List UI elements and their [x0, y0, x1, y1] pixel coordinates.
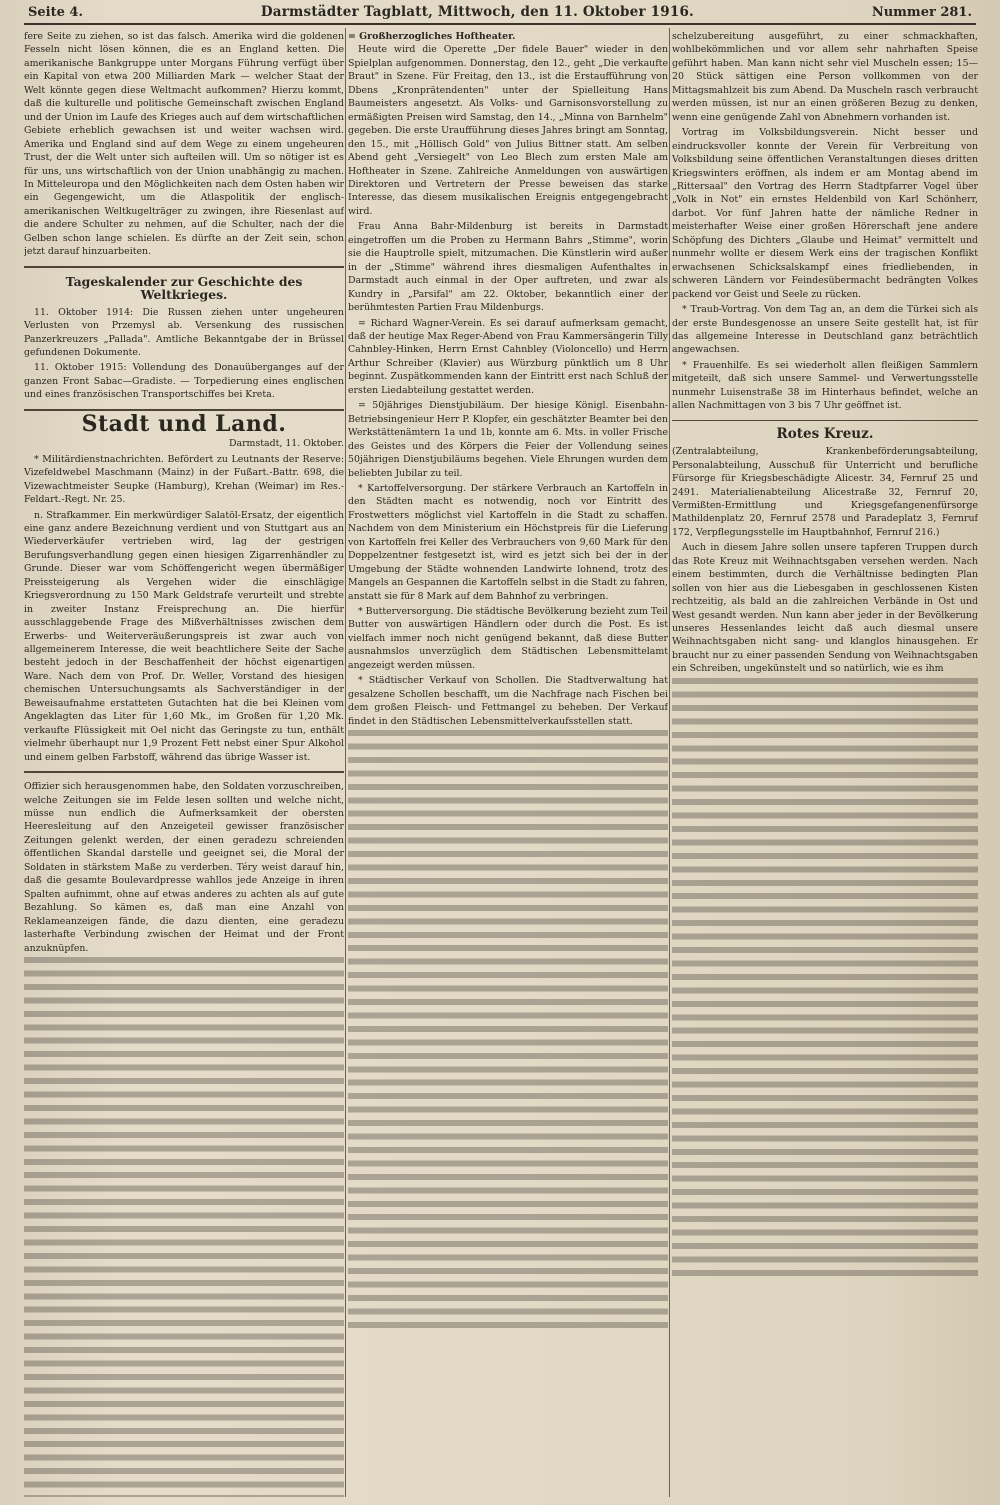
- page-header: [28, 4, 972, 22]
- theater-notice: Heute wird die Operette „Der fidele Bauer" wieder in den Spielplan aufgenommen. Donnerstag, den 12., geht „Die verkaufte Braut" in Szene. Für Freitag, den 13., ist die Erstaufführung von Dbens „Kronprätendenten" unter der Spielleitung Hans Baumeisters angesetzt. Als Volks- und Garnisonsvorstellung zu ermäßigten Preisen wird Samstag, den 14., „Minna von Barnhelm" gegeben. Die erste Uraufführung dieses Jahres bringt am Sonntag, den 15., mit „Höllisch Gold" von Julius Bittner statt. Am selben Abend geht „Versiegelt" von Leo Blech zum ersten Male am Hoftheater in Szene. Zahlreiche Anmeldungen von auswärtigen Direktoren und Vertretern der Presse beweisen das starke Interesse, das diesem musikalischen Ereignis entgegengebracht wird.: [348, 44, 668, 217]
- womens-aid-notice: * Frauenhilfe. Es sei wiederholt allen fleißigen Sammlern mitgeteilt, daß sich unsere Sammel- und Verwertungsstelle nunmehr Luisenstraße 38 im Hinterhaus befindet, welche an allen Nachmittagen von 3 bis 7 Uhr geöffnet ist.: [672, 359, 978, 412]
- red-cross-appeal: Auch in diesem Jahre sollen unsere tapferen Truppen durch das Rote Kreuz mit Weihnachtsgaben versehen werden. Nach einem bestimmten, durch die Verhältnisse bedingten Plan sollen von hier aus die Liebesgaben in geschlossenen Kisten rechtzeitig, als bald an die zahlreichen Verbände in Ost und West gesandt werden. Nun kann aber jeder in der Bevölkerung unseres Hessenlandes leicht daß auch diesmal unsere Weihnachtsgaben nicht sang- und klanglos hinausgehen. Er braucht nur zu einer passenden Sendung von Weihnachtsgaben ein Schreiben, ungekünstelt und so natürlich, wie es ihm: [672, 542, 978, 675]
- calendar-entry-1914: 11. Oktober 1914: Die Russen ziehen unter ungeheuren Verlusten von Przemysl ab. Versenkung des russischen Panzerkreuzers „Pallada". Amtliche Bekanntgabe der in Brüssel gefundenen Dokumente.: [24, 306, 344, 358]
- text-lines: [672, 678, 978, 1278]
- masthead: Darmstädter Tagblatt, Mittwoch, den 11. Oktober 1916.: [260, 4, 694, 20]
- bahr-mildenburg-notice: Frau Anna Bahr-Mildenburg ist bereits in Darmstadt eingetroffen um die Proben zu Hermann Bahrs „Stimme", worin sie die Hauptrolle spielt, mitzumachen. Die Künstlerin wird außer in der „Stimme" während ihres diesmaligen Aufenthaltes in Darmstadt auch einmal in der Oper auftreten, und zwar als Kundry in „Parsifal" am 22. Oktober, bekanntlich einer der berühmtesten Partien Frau Mildenburgs.: [348, 221, 668, 314]
- calendar-entry-1915: 11. Oktober 1915: Vollendung des Donauüberganges auf der ganzen Front Sabac—Gradiste. — Torpedierung eines englischen und eines französischen Transportschiffes bei Kreta.: [24, 362, 344, 401]
- service-jubilee-notice: = 50jähriges Dienstjubiläum. Der hiesige Königl. Eisenbahn-Betriebsingenieur Herr P. Klopfer, ein geschätzter Beamter bei den Werkstättenämtern 1a und 1b, konnte am 6. Mts. in voller Frische des Geistes und des Körpers die Feier der Vollendung seines 50jährigen Dienstjubiläums begehen. Viele Ehrungen wurden dem beliebten Jubilar zu teil.: [348, 400, 668, 479]
- column-2: [348, 30, 668, 1497]
- red-cross-departments: (Zentralabteilung, Krankenbeförderungsabteilung, Personalabteilung, Ausschuß für Unterricht und berufliche Fürsorge für Kriegsbeschädigte Alicestr. 34, Fernruf 25 und 2491. Materialienabteilung Alicestraße 32, Fernruf 20, Vermißten-Ermittlung und Kriegsgefangenenfürsorge Mathildenplatz 20, Fernruf 2578 und Paradeplatz 3, Fernruf 172, Verpflegungsstelle im Hauptbahnhof, Fernruf 216.): [672, 446, 978, 538]
- calendar-heading: Tageskalender zur Geschichte des Weltkrieges.: [65, 273, 303, 303]
- article-continuation: fere Seite zu ziehen, so ist das falsch. Amerika wird die goldenen Fesseln nicht lösen können, die es an England ketten. Die amerikanische Bankgruppe unter Morgans Führung verfügt über ein Kapital von etwa 200 Milliarden Mark — welcher Staat der Welt könnte gegen diese Weltmacht aufkommen? Hierzu kommt, daß die kulturelle und politische Gemeinschaft zwischen England und der Union im Laufe des Krieges auch auf dem wirtschaftlichen Gebiete erheblich gewachsen ist und weiter wachsen wird. Amerika und England sind auf dem Wege zu einem ungeheuren Trust, der die Welt unter sich aufteilen will. Um so nötiger ist es für uns, uns wirtschaftlich von der Union unabhängig zu machen. In Mitteleuropa und den Möglichkeiten nach dem Osten haben wir ein Gegengewicht, um die Atlaspolitik der englisch-amerikanischen Weltkugelträger zu zwingen, ihre Riesenlast auf die andere Schulter zu nehmen, auf die Schulter, nach der die Gelben schon lange schielen. Es dürfte an der Zeit sein, schon jetzt darauf hinzuarbeiten.: [24, 31, 344, 258]
- column-rule-2: [669, 28, 670, 1497]
- section-rule: [24, 771, 344, 773]
- page-number: Seite 4.: [28, 5, 83, 20]
- plaice-sale-notice: * Städtischer Verkauf von Schollen. Die Stadtverwaltung hat gesalzene Schollen beschafft, um die Nachfrage nach Fischen bei dem großen Fleisch- und Fettmangel zu beheben. Der Verkauf findet in den Städtischen Lebensmittelverkaufsstellen statt.: [348, 675, 668, 727]
- lecture-report: Vortrag im Volksbildungsverein. Nicht besser und eindrucksvoller konnte der Verein für Verbreitung von Volksbildung seine öffentlichen Veranstaltungen dieses dritten Kriegswinters eröffnen, als indem er am Montag abend im „Rittersaal" den Vortrag des Herrn Stadtpfarrer Vogel über „Volk in Not" ein ernstes Heldenbild von Karl Schönherr, darbot. Vor fünf Jahren hatte der nämliche Redner in meisterhafter Weise einer großen Hörerschaft jene andere Schöpfung des Dichters „Glaube und Heimat" vermittelt und nunmehr wollte er diesem Werk eins der tragischen Konflikt erwachsenen Schicksalskampf eines friedliebenden, in schweren Ländern vor Feindesübermacht bedrängten Volkes packend vor Geist und Seele zu rücken.: [672, 127, 978, 300]
- city-and-country-heading: Stadt und Land.: [81, 410, 287, 437]
- column-1: [24, 30, 344, 1497]
- military-news: * Militärdienstnachrichten. Befördert zu Leutnants der Reserve: Vizefeldwebel Maschmann (Mainz) in der Fußart.-Battr. 698, die Vizewachtmeister Seupke (Hamburg), Krehan (Weimar) im Res.-Feldart.-Regt. Nr. 25.: [24, 453, 344, 506]
- wagner-society-notice: = Richard Wagner-Verein. Es sei darauf aufmerksam gemacht, daß der heutige Max Reger-Abend von Frau Kammersängerin Tilly Cahnbley-Hinken, Herrn Ernst Cahnbley (Violoncello) und Herrn Arthur Schreiber (Klavier) aus Würzburg pünktlich um 8 Uhr beginnt. Zuspätkommenden kann der Eintritt erst nach Schluß der ersten Liedabteilung gestattet werden.: [348, 317, 668, 396]
- dateline: Darmstadt, 11. Oktober.: [228, 438, 344, 450]
- theater-heading: = Großherzogliches Hoftheater.: [348, 31, 516, 42]
- section-rule: [24, 266, 344, 268]
- header-rule: [24, 23, 976, 25]
- issue-number: Nummer 281.: [871, 5, 972, 20]
- text-lines: [24, 957, 344, 1497]
- court-report: n. Strafkammer. Ein merkwürdiger Salatöl-Ersatz, der eigentlich eine ganz andere Bezeichnung verdient und von Stuttgart aus an Wiederverkäufer vertrieben wird, lag der gestrigen Berufungsverhandlung gegen einen hiesigen Zigarrenhändler zu Grunde. Dieser war vom Schöffengericht wegen übermäßiger Preissteigerung als Vergehen wider die einschlägige Kriegsverordnung zu 150 Mark Geldstrafe verurteilt und strebte in zweiter Instanz Freisprechung an. Die hierfür ausschlaggebende Frage des Mißverhältnisses zwischen dem Erwerbs- und Weiterveräußerungspreis ist zwar auch von allgemeinerem Interesse, die weit beachtlichere Seite der Sache besteht jedoch in der Beschaffenheit der höchst eigenartigen Ware. Nach dem von Prof. Dr. Weller, Vorstand des hiesigen chemischen Untersuchungsamts als Sachverständiger in der Beweisaufnahme erstatteten Gutachten hat die bei Kleinen vom Angeklagten das Liter für 1,60 Mk., im Großen für 1,20 Mk. verkaufte Flüssigkeit mit Oel nicht das Geringste zu tun, enthält vielmehr überhaupt nur 1,9 Prozent Fett nebst einer Spur Alkohol und einem gelben Farbstoff, während das übrige Wasser ist.: [24, 509, 344, 763]
- traub-lecture-notice: * Traub-Vortrag. Von dem Tag an, an dem die Türkei sich als der erste Bundesgenosse an unsere Seite gestellt hat, ist für das allgemeine Interesse in Deutschland ganz beträchtlich angewachsen.: [672, 304, 978, 356]
- officers-article: Offizier sich herausgenommen habe, den Soldaten vorzuschreiben, welche Zeitungen sie im Felde lesen sollten und welche nicht, müsse nun endlich die Aufmerksamkeit der obersten Heeresleitung auf den Anzeigeteil gewisser französischer Zeitungen gelenkt werden, der einen geradezu schreienden öffentlichen Skandal darstelle und geeignet sei, die Moral der Soldaten in stärkstem Maße zu verderben. Téry weist darauf hin, daß die gesamte Boulevardpresse wahllos jede Anzeige in ihren Spalten aufnimmt, ohne auf etwas anderes zu achten als auf gute Bezahlung. So kämen es, daß man eine Anzahl von Reklameanzeigen fände, die dazu dienten, eine geradezu lasterhafte Verbindung zwischen der Heimat und der Front anzuknüpfen.: [24, 781, 344, 954]
- column-3: [672, 30, 978, 1497]
- section-rule: [672, 420, 978, 421]
- text-lines: [348, 730, 668, 1330]
- column-rule-1: [345, 28, 346, 1497]
- butter-supply-notice: * Butterversorgung. Die städtische Bevölkerung bezieht zum Teil Butter von auswärtigen Händlern oder durch die Post. Es ist vielfach immer noch nicht genügend bekannt, daß diese Butter ausnahmslos unverzüglich dem Städtischen Lebensmittelamt angezeigt werden müssen.: [348, 606, 668, 671]
- red-cross-heading: Rotes Kreuz.: [776, 425, 874, 442]
- potato-supply-notice: * Kartoffelversorgung. Der stärkere Verbrauch an Kartoffeln in den Städten macht es notwendig, noch vor Eintritt des Frostwetters möglichst viel Kartoffeln in die Stadt zu schaffen. Nachdem von dem Ministerium ein Höchstpreis für die Lieferung von Kartoffeln frei Keller des Verbrauchers von 9,60 Mark für den Doppelzentner festgesetzt ist, wird es jetzt sich bei der in der Umgebung der Städte wohnenden Landwirte lohnend, trotz des Mangels an Gespannen die Kartoffeln selbst in die Stadt zu fahren, anstatt sie für 8 Mark auf dem Bahnhof zu verbringen.: [348, 482, 668, 602]
- mussel-article-continuation: schelzubereitung ausgeführt, zu einer schmackhaften, wohlbekömmlichen und vor allem sehr nahrhaften Speise geführt haben. Man kann nicht sehr viel Muscheln essen; 15—20 Stück sättigen eine Person vollkommen von der Mittagsmahlzeit bis zum Abend. Da Muscheln rasch verbraucht werden müssen, ist nur an einen größeren Bezug zu denken, wenn eine genügende Zahl von Abnehmern vorhanden ist.: [672, 31, 978, 123]
